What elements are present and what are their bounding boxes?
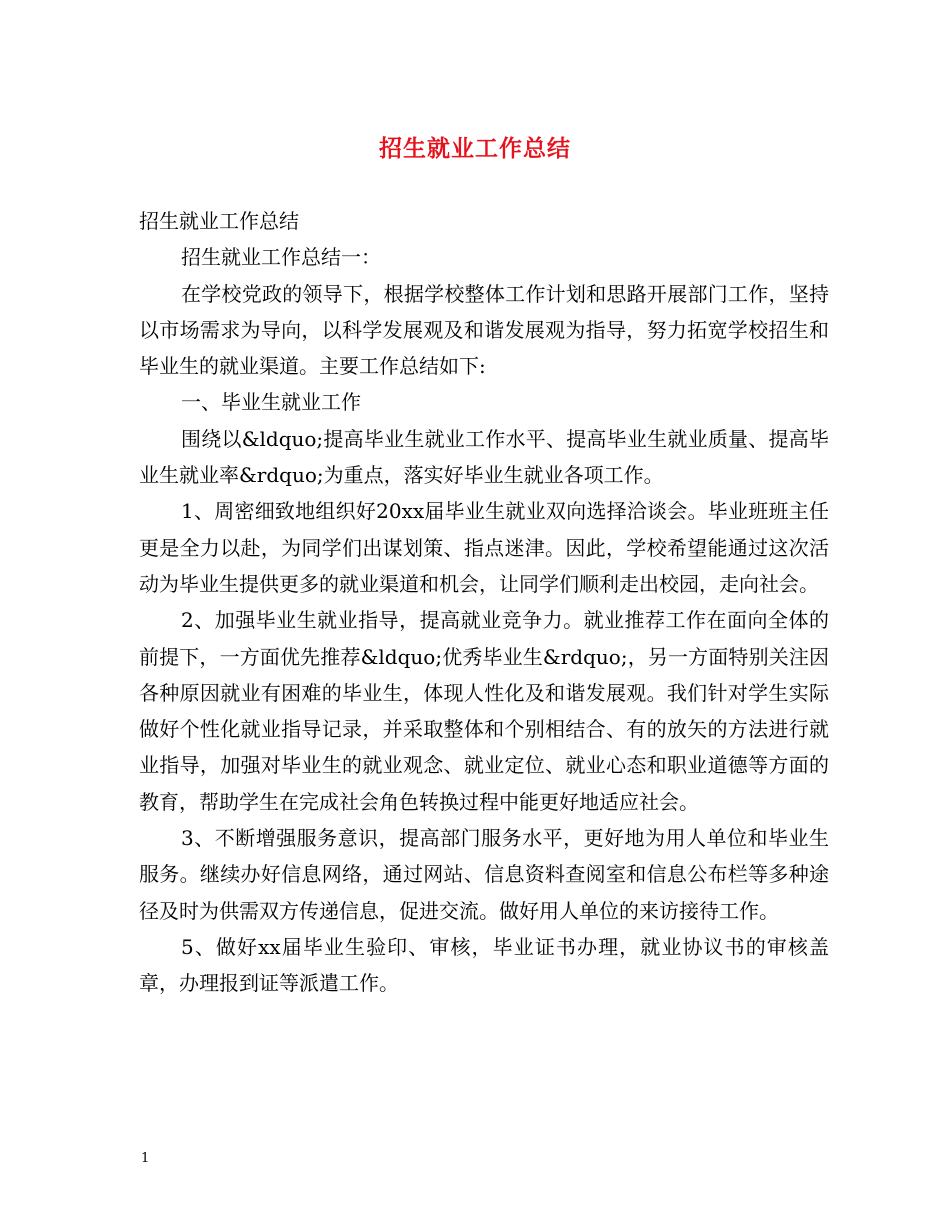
paragraph-focus: 围绕以&ldquo;提高毕业生就业工作水平、提高毕业生就业质量、提高毕业生就业率&rdquo;为重点，落实好毕业生就业各项工作。	[139, 426, 829, 488]
paragraph-item-2: 2、加强毕业生就业指导，提高就业竞争力。就业推荐工作在面向全体的前提下，一方面优先推荐&ldquo;优秀毕业生&rdquo;，另一方面特别关注因各种原因就业有困难的毕业生，体现人性化及和谐发展观。我们针对学生实际做好个性化就业指导记录，并采取整体和个别相结合、有的放矢的方法进行就业指导，加强对毕业生的就业观念、就业定位、就业心态和职业道德等方面的教育，帮助学生在完成社会角色转换过程中能更好地适应社会。	[139, 608, 829, 814]
paragraph-item-3: 3、不断增强服务意识，提高部门服务水平，更好地为用人单位和毕业生服务。继续办好信息网络，通过网站、信息资料查阅室和信息公布栏等多种途径及时为供需双方传递信息，促进交流。做好用人单位的来访接待工作。	[139, 826, 829, 923]
paragraph-heading: 招生就业工作总结	[139, 209, 299, 233]
paragraph-intro: 在学校党政的领导下，根据学校整体工作计划和思路开展部门工作，坚持以市场需求为导向，以科学发展观及和谐发展观为指导，努力拓宽学校招生和毕业生的就业渠道。主要工作总结如下:	[139, 281, 829, 379]
document-body	[139, 203, 829, 1002]
paragraph-item-5: 5、做好xx届毕业生验印、审核，毕业证书办理，就业协议书的审核盖章，办理报到证等派遣工作。	[139, 934, 829, 996]
paragraph-subheading: 招生就业工作总结一：	[181, 245, 381, 270]
page-number: 1	[141, 1151, 150, 1166]
document-title: 招生就业工作总结	[379, 135, 571, 162]
paragraph-item-1: 1、周密细致地组织好20xx届毕业生就业双向选择洽谈会。毕业班班主任更是全力以赴，为同学们出谋划策、指点迷津。因此，学校希望能通过这次活动为毕业生提供更多的就业渠道和机会，让同学们顺利走出校园，走向社会。	[139, 499, 829, 596]
section-heading-employment: 一、毕业生就业工作	[181, 390, 361, 415]
